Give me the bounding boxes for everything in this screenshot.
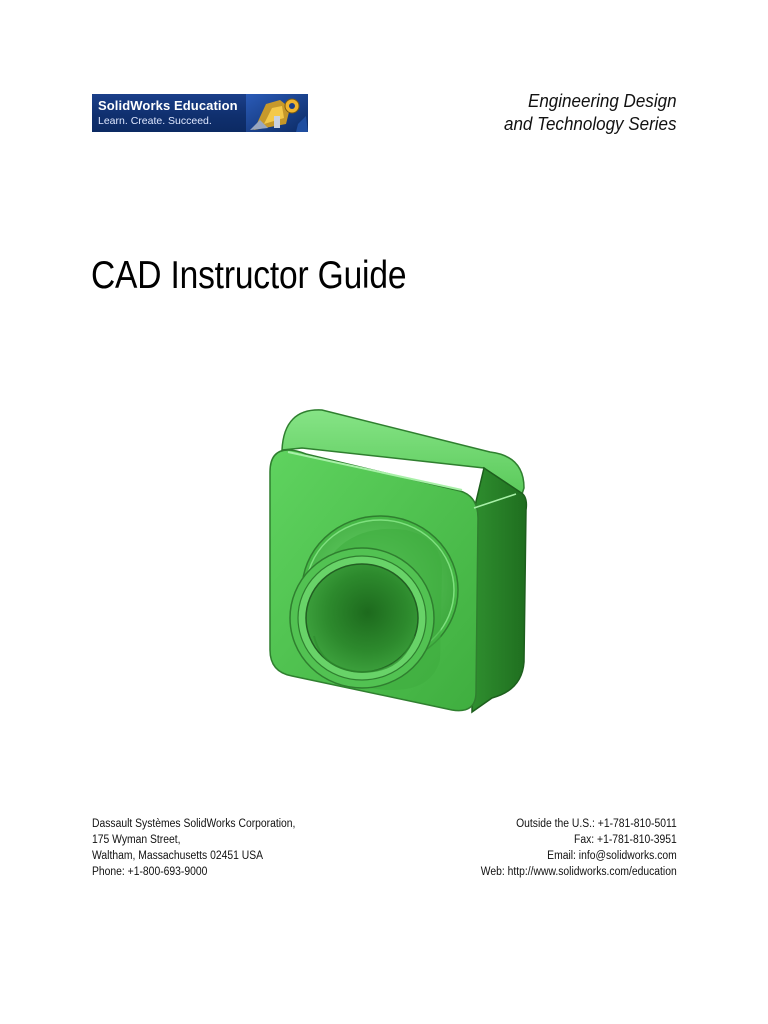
page-title: CAD Instructor Guide xyxy=(91,254,407,297)
logo-tagline-text: Learn. Create. Succeed. xyxy=(98,115,212,127)
contact-line-street: 175 Wyman Street, xyxy=(92,834,181,846)
contact-line-fax: Fax: +1-781-810-3951 xyxy=(574,834,677,846)
contact-international-block xyxy=(481,816,677,880)
series-heading xyxy=(504,89,677,135)
contact-line-web: Web: http://www.solidworks.com/education xyxy=(481,866,677,878)
solidworks-education-logo xyxy=(92,94,308,132)
contact-line-city: Waltham, Massachusetts 02451 USA xyxy=(92,850,264,862)
contact-line-company: Dassault Systèmes SolidWorks Corporation, xyxy=(92,818,296,830)
contact-line-outside-us: Outside the U.S.: +1-781-810-5011 xyxy=(516,818,677,830)
contact-address-block xyxy=(92,816,295,880)
logo-brand-text: SolidWorks Education xyxy=(98,98,238,113)
series-line-1: Engineering Design xyxy=(528,90,677,111)
series-line-2: and Technology Series xyxy=(504,113,677,134)
logo-artwork-icon xyxy=(246,94,308,132)
contact-line-phone: Phone: +1-800-693-9000 xyxy=(92,866,208,878)
contact-line-email: Email: info@solidworks.com xyxy=(547,850,677,862)
bushing-part-illustration xyxy=(262,400,534,720)
